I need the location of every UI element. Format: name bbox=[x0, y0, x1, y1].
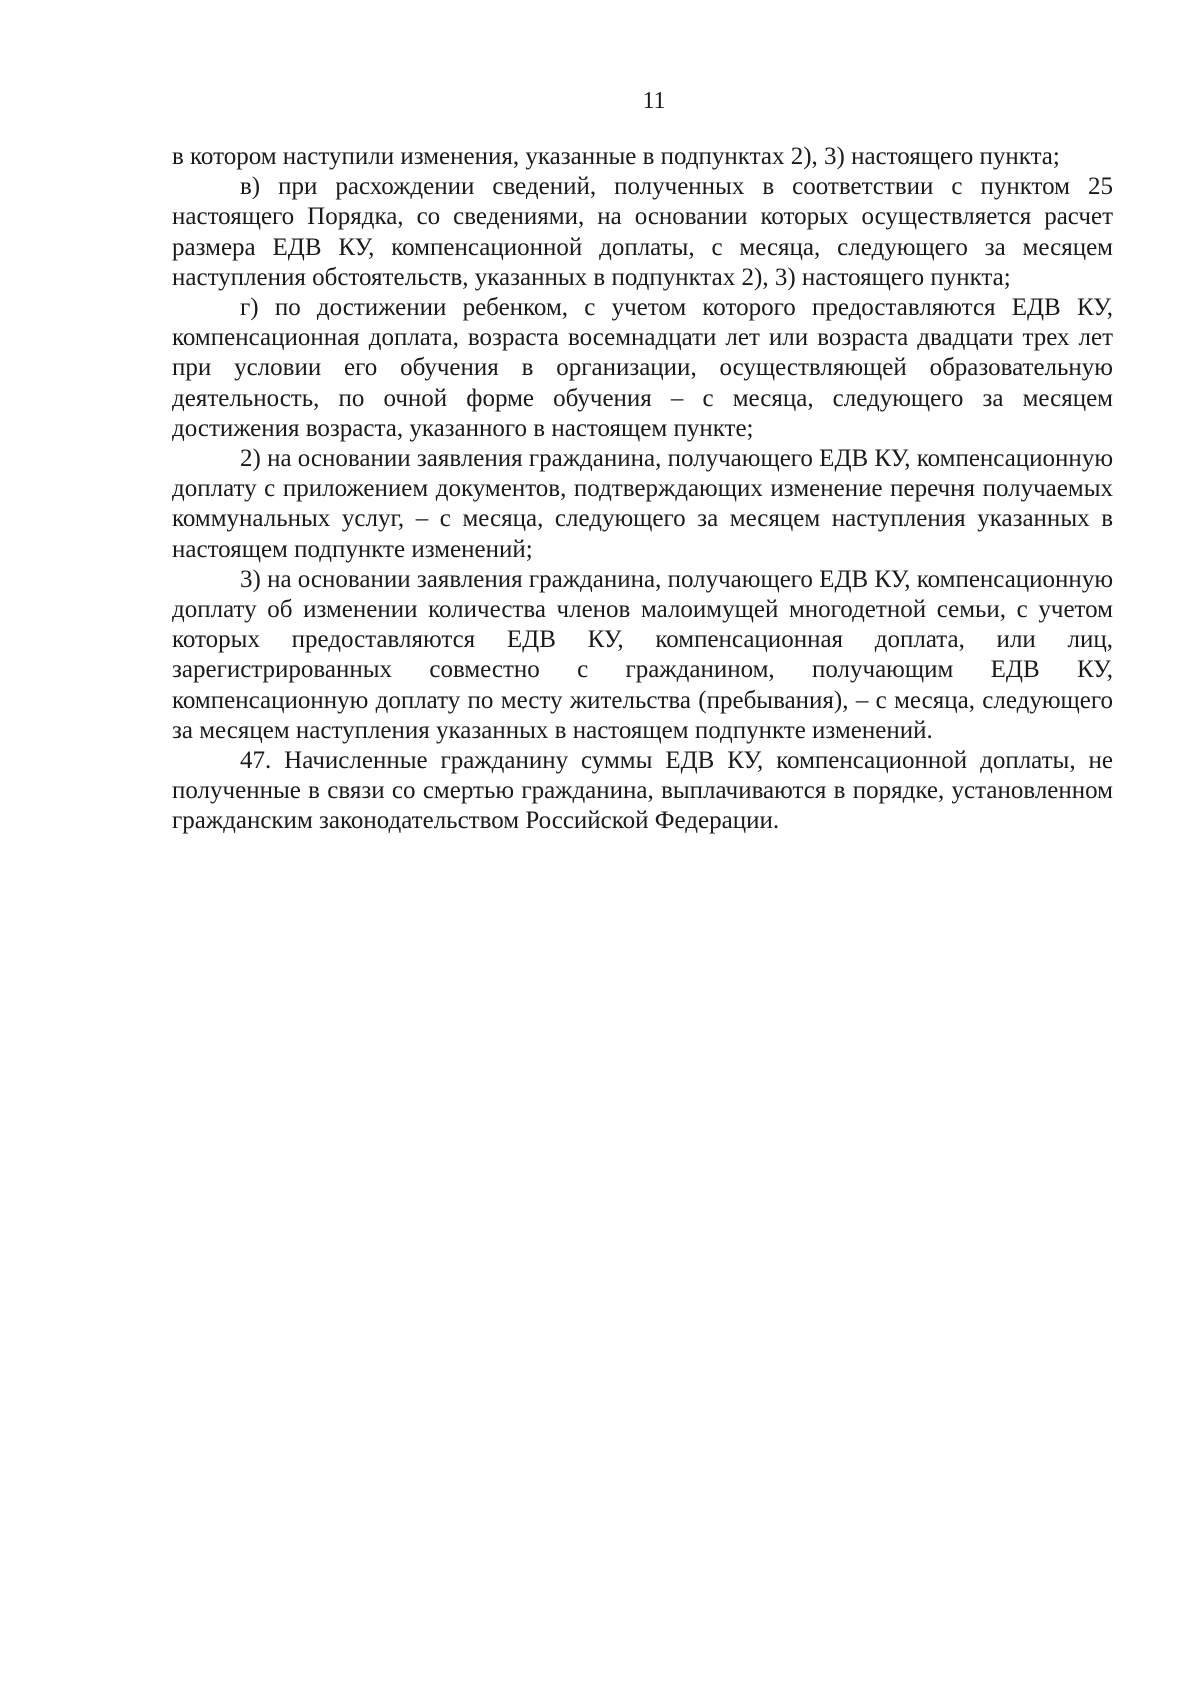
paragraph-continuation: в котором наступили изменения, указанные в подпунктах 2), 3) настоящего пункта; bbox=[172, 143, 1060, 170]
document-body bbox=[172, 142, 1113, 837]
paragraph-subitem-v: в) при расхождении сведений, полученных в соответствии с пунктом 25 настоящего Порядка, со сведениями, на основании которых осуществляется расчет размера ЕДВ КУ, компенсационной доплаты, с месяца, следующего за месяцем наступления обстоятельств, указанных в подпунктах 2), 3) настоящего пункта; bbox=[172, 173, 1113, 291]
paragraph-subitem-g: г) по достижении ребенком, с учетом которого предоставляются ЕДВ КУ, компенсационная доплата, возраста восемнадцати лет или возраста двадцати трех лет при условии его обучения в организации, осуществляющей образовательную деятельность, по очной форме обучения – с месяца, следующего за месяцем достижения возраста, указанного в настоящем пункте; bbox=[172, 294, 1113, 442]
paragraph-item-3: 3) на основании заявления гражданина, получающего ЕДВ КУ, компенсационную доплату об изменении количества членов малоимущей многодетной семьи, с учетом которых предоставляются ЕДВ КУ, компенсационная доплата, или лиц, зарегистрированных совместно с гражданином, получающим ЕДВ КУ, компенсационную доплату по месту жительства (пребывания), – с месяца, следующего за месяцем наступления указанных в настоящем подпункте изменений. bbox=[172, 565, 1113, 744]
paragraph-item-2: 2) на основании заявления гражданина, получающего ЕДВ КУ, компенсационную доплату с приложением документов, подтверждающих изменение перечня получаемых коммунальных услуг, – с месяца, следующего за месяцем наступления указанных в настоящем подпункте изменений; bbox=[172, 445, 1113, 563]
paragraph-clause-47: 47. Начисленные гражданину суммы ЕДВ КУ, компенсационной доплаты, не полученные в связи со смертью гражданина, выплачиваются в порядке, установленном гражданским законодательством Российской Федерации. bbox=[172, 747, 1113, 835]
page-number: 11 bbox=[642, 88, 666, 114]
